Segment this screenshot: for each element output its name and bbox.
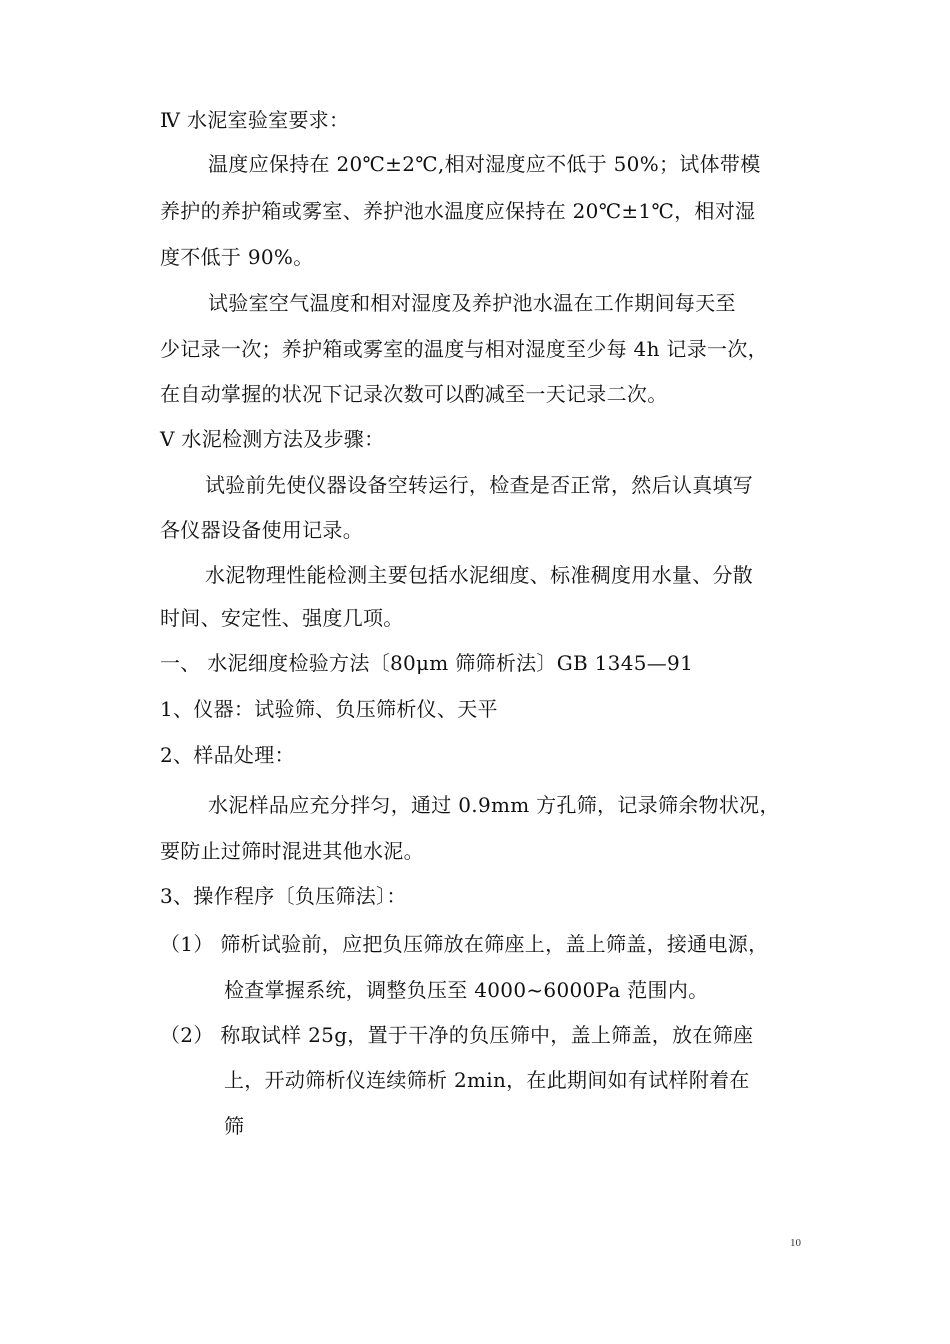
paragraph-line: 各仪器设备使用记录。 [160,518,363,542]
list-item: 2、样品处理： [160,743,295,767]
section-heading-v: Ⅴ 水泥检测方法及步骤： [160,427,385,451]
numbered-step-continuation: 筛 [224,1114,245,1138]
paragraph-line: 少记录一次；养护箱或雾室的温度与相对湿度至少每 4h 记录一次， [160,337,768,361]
section-heading-iv: Ⅳ 水泥室验室要求： [160,108,350,132]
subsection-heading: 一、 水泥细度检验方法〔80μm 筛筛析法〕GB 1345—91 [160,651,694,675]
paragraph-line: 时间、安定性、强度几项。 [160,606,404,630]
numbered-step: （2） 称取试样 25g，置于干净的负压筛中，盖上筛盖，放在筛座 [160,1023,754,1047]
list-item: 3、操作程序〔负压筛法〕： [160,884,407,908]
paragraph-line: 试验室空气温度和相对湿度及养护池水温在工作期间每天至 [208,291,736,315]
page-number: 10 [790,1237,801,1249]
paragraph-line: 温度应保持在 20℃±2℃,相对湿度应不低于 50%；试体带模 [208,152,761,176]
list-item: 1、仪器：试验筛、负压筛析仪、天平 [160,697,498,721]
numbered-step-continuation: 上，开动筛析仪连续筛析 2min，在此期间如有试样附着在 [224,1068,750,1092]
paragraph-line: 水泥样品应充分拌匀，通过 0.9mm 方孔筛，记录筛余物状况， [208,793,780,817]
paragraph-line: 度不低于 90%。 [160,245,314,269]
numbered-step-continuation: 检查掌握系统，调整负压至 4000~6000Pa 范围内。 [224,978,709,1002]
paragraph-line: 在自动掌握的状况下记录次数可以酌减至一天记录二次。 [160,382,668,406]
numbered-step: （1） 筛析试验前，应把负压筛放在筛座上，盖上筛盖，接通电源， [160,932,769,956]
paragraph-line: 水泥物理性能检测主要包括水泥细度、标准稠度用水量、分散 [205,563,754,587]
paragraph-line: 养护的养护箱或雾室、养护池水温度应保持在 20℃±1℃，相对湿 [160,199,756,223]
paragraph-line: 试验前先使仪器设备空转运行，检查是否正常，然后认真填写 [205,473,754,497]
paragraph-line: 要防止过筛时混进其他水泥。 [160,839,424,863]
